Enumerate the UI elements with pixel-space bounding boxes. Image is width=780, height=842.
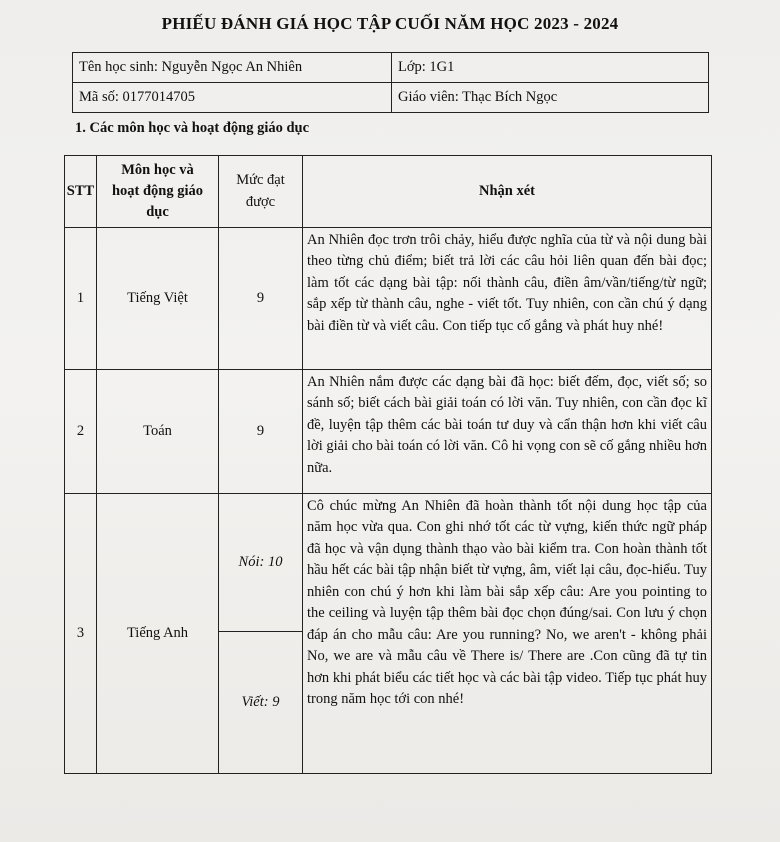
student-name: Tên học sinh: Nguyễn Ngọc An Nhiên (73, 53, 392, 83)
student-info-table (72, 52, 709, 113)
row-subject: Tiếng Việt (97, 228, 219, 370)
table-row (65, 494, 712, 632)
row-subject: Tiếng Anh (97, 494, 219, 774)
row-level: 9 (219, 370, 303, 494)
student-class: Lớp: 1G1 (392, 53, 709, 83)
section-title: 1. Các môn học và hoạt động giáo dục (75, 120, 310, 136)
row-stt: 2 (65, 370, 97, 494)
table-row (65, 370, 712, 494)
row-level: 9 (219, 228, 303, 370)
row-comment: Cô chúc mừng An Nhiên đã hoàn thành tốt nội dung học tập của năm học vừa qua. Con ghi nhớ tốt các từ vựng, kiến thức ngữ pháp đã học và vận dụng thành thạo vào bài kiểm tra. Con hoàn thành tốt hầu hết các bài tập nhận biết từ vựng, âm, viết lại câu, đọc-hiểu. Tuy nhiên con chú ý hơn khi làm bài sắp xếp câu: Are you pointing to the ceiling và luyện tập thêm bài đọc chọn đúng/sai. Con lưu ý chọn đáp án cho mẫu câu: Are you running? No, we aren't - không phải No, we are và mẫu câu về There is/ There are .Con cũng đã tự tin hơn khi phát biểu các tiết học và các bài tập video. Tiếp tục phát huy trong năm học tới con nhé! (303, 494, 712, 774)
row-comment: An Nhiên đọc trơn trôi chảy, hiểu được nghĩa của từ và nội dung bài theo từng chủ điểm; biết trả lời các câu hỏi liên quan đến bài đọc; làm tốt các dạng bài tập: nối thành câu, điền âm/vần/tiếng/từ ngữ; sắp xếp từ thành câu, nghe - viết tốt. Tuy nhiên, con cần chú ý dạng bài điền từ và viết câu. Con tiếp tục cố gắng và phát huy nhé! (303, 228, 712, 370)
teacher-name: Giáo viên: Thạc Bích Ngọc (392, 83, 709, 113)
evaluation-table (64, 155, 712, 774)
page-title: PHIẾU ĐÁNH GIÁ HỌC TẬP CUỐI NĂM HỌC 2023 - 2024 (161, 14, 619, 33)
row-stt: 1 (65, 228, 97, 370)
header-subject-text: Môn học và hoạt động giáo dục (111, 161, 204, 220)
header-subject (97, 156, 219, 228)
row-subject: Toán (97, 370, 219, 494)
header-comment: Nhận xét (303, 156, 712, 228)
student-id: Mã số: 0177014705 (73, 83, 392, 113)
header-stt: STT (65, 156, 97, 228)
header-level (219, 156, 303, 228)
table-row (65, 228, 712, 370)
row-comment: An Nhiên nắm được các dạng bài đã học: biết đếm, đọc, viết số; so sánh số; biết cách bài giải toán có lời văn. Tuy nhiên, con cần đọc kĩ đề, luyện tập thêm các bài toán tư duy và cẩn thận hơn khi viết câu lời giải cho bài toán có lời văn. Cô hi vọng con sẽ cố gắng nhiều hơn nữa. (303, 370, 712, 494)
row-level-speaking: Nói: 10 (219, 494, 303, 632)
row-stt: 3 (65, 494, 97, 774)
row-level-writing: Viết: 9 (219, 632, 303, 774)
header-level-text: Mức đạt được (236, 172, 285, 210)
